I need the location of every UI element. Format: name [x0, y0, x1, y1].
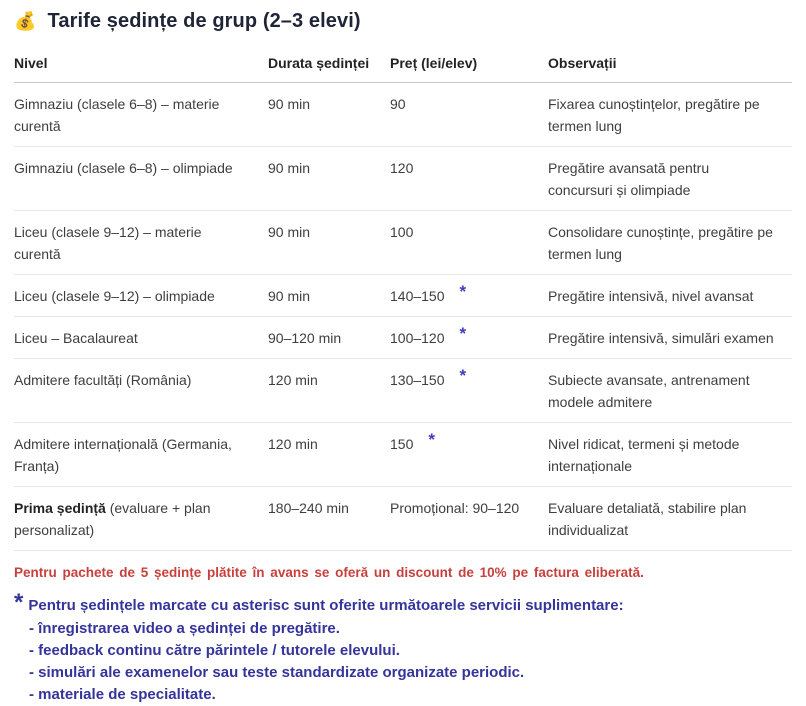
level-cell: Gimnaziu (clasele 6–8) – materie curentă — [14, 83, 268, 147]
duration-cell: 90 min — [268, 83, 390, 147]
column-header-observatii: Observații — [548, 41, 792, 83]
footnote-item: - simulări ale examenelor sau teste standardizate organizate periodic. — [29, 664, 525, 681]
footnotes-section — [14, 589, 792, 706]
footnote-item: - înregistrarea video a ședinței de pregătire. — [29, 620, 340, 637]
level-cell: Liceu (clasele 9–12) – materie curentă — [14, 211, 268, 275]
level-cell: Gimnaziu (clasele 6–8) – olimpiade — [14, 147, 268, 211]
asterisk-icon: * — [459, 366, 467, 385]
pricing-table-body — [14, 83, 792, 551]
price-cell: 90 — [390, 83, 548, 147]
pricing-table-header — [14, 41, 792, 83]
pricing-table — [14, 41, 792, 551]
duration-cell: 90 min — [268, 275, 390, 317]
footnote-item: - feedback continu către părintele / tutorele elevului. — [29, 642, 400, 659]
table-row — [14, 317, 792, 359]
table-row — [14, 423, 792, 487]
notes-cell: Fixarea cunoștințelor, pregătire pe termen lung — [548, 83, 792, 147]
price-cell: 100 — [390, 211, 548, 275]
duration-cell: 90–120 min — [268, 317, 390, 359]
column-header-durata: Durata ședinței — [268, 41, 390, 83]
duration-cell: 90 min — [268, 211, 390, 275]
asterisk-icon: * — [428, 430, 435, 449]
footnote-title-text: Pentru ședințele marcate cu asterisc sunt oferite următoarele servicii suplimentare: — [28, 597, 624, 614]
level-cell: Prima ședință (evaluare + plan personalizat) — [14, 487, 268, 551]
notes-cell: Nivel ridicat, termeni și metode internaționale — [548, 423, 792, 487]
page-title — [14, 10, 792, 33]
discount-note: Pentru pachete de 5 ședințe plătite în avans se oferă un discount de 10% pe factura eliberată. — [14, 565, 644, 580]
notes-cell: Subiecte avansate, antrenament modele admitere — [548, 359, 792, 423]
notes-cell: Consolidare cunoștințe, pregătire pe termen lung — [548, 211, 792, 275]
money-bag-icon: 💰 — [14, 11, 37, 31]
table-row — [14, 359, 792, 423]
table-row — [14, 211, 792, 275]
table-row — [14, 147, 792, 211]
asterisk-icon: * — [459, 282, 467, 301]
notes-cell: Pregătire avansată pentru concursuri și olimpiade — [548, 147, 792, 211]
footnote-item: - materiale de specialitate. — [29, 686, 216, 703]
asterisk-icon: * — [459, 324, 467, 343]
price-cell: 120 — [390, 147, 548, 211]
column-header-nivel: Nivel — [14, 41, 268, 83]
level-bold-text: Prima ședință — [14, 500, 106, 516]
price-cell: 100–120 * — [390, 317, 548, 359]
level-cell: Liceu – Bacalaureat — [14, 317, 268, 359]
level-cell: Admitere facultăți (România) — [14, 359, 268, 423]
duration-cell: 120 min — [268, 423, 390, 487]
header-row — [14, 41, 792, 83]
page-title-text: Tarife ședințe de grup (2–3 elevi) — [47, 10, 361, 32]
price-cell: 130–150 * — [390, 359, 548, 423]
notes-cell: Evaluare detaliată, stabilire plan individualizat — [548, 487, 792, 551]
footnote-title-row — [14, 589, 792, 616]
duration-cell: 180–240 min — [268, 487, 390, 551]
asterisk-icon: * — [14, 589, 24, 616]
table-row — [14, 275, 792, 317]
footnote-items — [14, 618, 792, 706]
price-cell: Promoțional: 90–120 — [390, 487, 548, 551]
notes-cell: Pregătire intensivă, simulări examen — [548, 317, 792, 359]
duration-cell: 90 min — [268, 147, 390, 211]
duration-cell: 120 min — [268, 359, 390, 423]
table-row — [14, 487, 792, 551]
column-header-pret: Preț (lei/elev) — [390, 41, 548, 83]
price-cell: 140–150 * — [390, 275, 548, 317]
price-cell: 150 * — [390, 423, 548, 487]
level-cell: Liceu (clasele 9–12) – olimpiade — [14, 275, 268, 317]
notes-cell: Pregătire intensivă, nivel avansat — [548, 275, 792, 317]
level-cell: Admitere internațională (Germania, Franța) — [14, 423, 268, 487]
table-row — [14, 83, 792, 147]
